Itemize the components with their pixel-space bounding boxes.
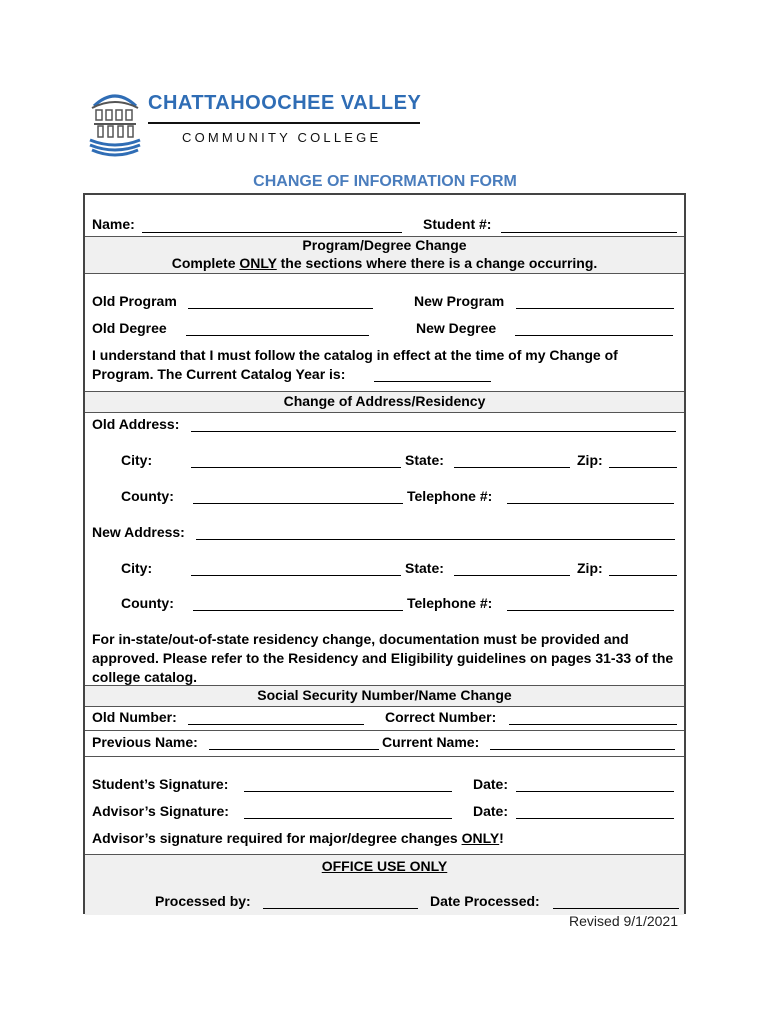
program-header-title: Program/Degree Change [302,237,467,253]
advisor-date-field[interactable] [516,818,674,819]
old-county-label: County: [121,488,174,504]
correct-number-label: Correct Number: [385,709,497,725]
college-building-icon [86,86,144,158]
change-of-information-form [83,193,686,914]
current-name-label: Current Name: [382,734,480,750]
old-program-label: Old Program [92,293,177,309]
college-logo [86,86,426,158]
row-divider [85,730,684,731]
new-address-field[interactable] [196,539,675,540]
old-state-label: State: [405,452,444,468]
student-number-field[interactable] [501,232,677,233]
name-label: Name: [92,216,135,232]
note-post: ! [499,830,504,846]
new-zip-field[interactable] [609,575,677,576]
date-processed-label: Date Processed: [430,893,540,909]
program-section-header [85,236,684,274]
new-degree-label: New Degree [416,320,497,336]
old-city-field[interactable] [191,467,401,468]
new-city-label: City: [121,560,153,576]
new-address-label: New Address: [92,524,185,540]
new-zip-label: Zip: [577,560,603,576]
logo-college-name: CHATTAHOOCHEE VALLEY [148,92,422,114]
form-title: CHANGE OF INFORMATION FORM [253,173,517,190]
catalog-statement-line1: I understand that I must follow the catalog in effect at the time of my Change of [92,347,618,363]
instr-only: ONLY [239,255,277,271]
new-county-label: County: [121,595,174,611]
new-program-label: New Program [414,293,505,309]
old-degree-label: Old Degree [92,320,167,336]
old-program-field[interactable] [188,308,373,309]
student-date-label: Date: [473,776,509,792]
catalog-statement-line2: Program. The Current Catalog Year is: [92,366,346,382]
logo-divider [148,122,420,124]
address-section-header [85,391,684,413]
student-number-label: Student #: [423,216,492,232]
note-only: ONLY [461,830,500,846]
processed-by-field[interactable] [263,908,418,909]
correct-number-field[interactable] [509,724,677,725]
new-state-field[interactable] [454,575,570,576]
new-program-field[interactable] [516,308,674,309]
name-field[interactable] [142,232,402,233]
previous-name-field[interactable] [209,749,379,750]
office-use-header: OFFICE USE ONLY [321,858,448,874]
student-date-field[interactable] [516,791,674,792]
row-divider [85,756,684,757]
advisor-date-label: Date: [473,803,509,819]
logo-college-subtitle: COMMUNITY COLLEGE [182,130,382,145]
new-county-field[interactable] [193,610,403,611]
ssn-section-header [85,685,684,707]
old-address-field[interactable] [191,431,676,432]
advisor-signature-label: Advisor’s Signature: [92,803,229,819]
old-county-field[interactable] [193,503,403,504]
old-zip-label: Zip: [577,452,603,468]
old-address-label: Old Address: [92,416,180,432]
revised-date: Revised 9/1/2021 [569,913,678,929]
office-use-section [85,854,684,915]
old-telephone-label: Telephone #: [407,488,493,504]
processed-by-label: Processed by: [155,893,251,909]
old-number-label: Old Number: [92,709,177,725]
old-number-field[interactable] [188,724,364,725]
instr-pre: Complete [171,255,240,271]
new-degree-field[interactable] [515,335,673,336]
old-city-label: City: [121,452,153,468]
previous-name-label: Previous Name: [92,734,198,750]
old-zip-field[interactable] [609,467,677,468]
old-degree-field[interactable] [186,335,369,336]
old-state-field[interactable] [454,467,570,468]
address-header-title: Change of Address/Residency [283,393,486,409]
program-instructions [85,255,684,271]
note-pre: Advisor’s signature required for major/degree changes [92,830,462,846]
ssn-header-title: Social Security Number/Name Change [257,687,512,703]
instr-post: the sections where there is a change occurring. [276,255,598,271]
catalog-year-field[interactable] [374,381,491,382]
student-signature-label: Student’s Signature: [92,776,229,792]
advisor-signature-field[interactable] [244,818,452,819]
current-name-field[interactable] [490,749,675,750]
new-telephone-label: Telephone #: [407,595,493,611]
student-signature-field[interactable] [244,791,452,792]
date-processed-field[interactable] [553,908,679,909]
new-state-label: State: [405,560,444,576]
residency-note: For in-state/out-of-state residency change, documentation must be provided and approved. Please refer to the Residency and Eligibility guidelines on pages 31-33 of the college catalog. [92,631,674,685]
advisor-signature-note [92,830,504,846]
old-telephone-field[interactable] [507,503,674,504]
new-city-field[interactable] [191,575,401,576]
new-telephone-field[interactable] [507,610,674,611]
